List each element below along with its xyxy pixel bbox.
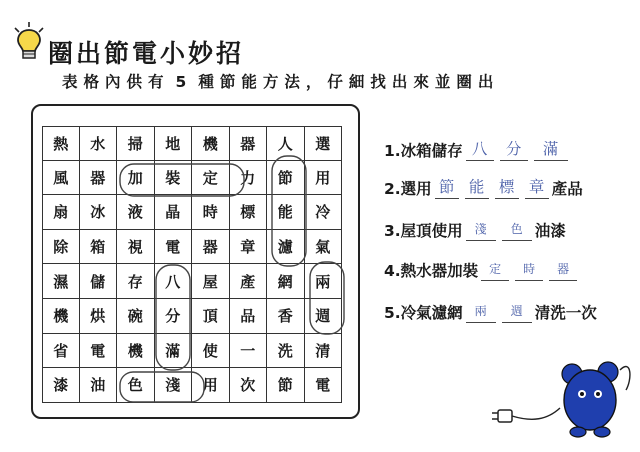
grid-cell: 裝 bbox=[155, 161, 193, 196]
grid-cell: 人 bbox=[267, 126, 305, 161]
instruction-text bbox=[62, 70, 499, 92]
grid-cell: 器 bbox=[80, 161, 118, 196]
lightbulb-icon bbox=[12, 22, 46, 62]
grid-cell: 電 bbox=[155, 230, 193, 265]
grid-cell: 箱 bbox=[80, 230, 118, 265]
grid-cell: 洗 bbox=[267, 334, 305, 369]
grid-cell: 掃 bbox=[117, 126, 155, 161]
answer-2-4: 章 bbox=[525, 176, 549, 199]
grid-cell: 節 bbox=[267, 161, 305, 196]
answer-2-2: 能 bbox=[465, 176, 489, 199]
question-4-prefix: 4.熱水器加裝 bbox=[384, 262, 479, 280]
grid-cell: 用 bbox=[305, 161, 343, 196]
question-2-suffix: 產品 bbox=[551, 180, 583, 198]
page-title: 圈出節電小妙招 bbox=[48, 39, 245, 68]
grid-cell: 液 bbox=[117, 195, 155, 230]
grid-cell: 標 bbox=[230, 195, 268, 230]
grid-cell: 一 bbox=[230, 334, 268, 369]
grid-cell: 冷 bbox=[305, 195, 343, 230]
grid-cell: 器 bbox=[192, 230, 230, 265]
grid-cell: 電 bbox=[80, 334, 118, 369]
answer-1-1: 八 bbox=[466, 138, 494, 161]
grid-cell: 節 bbox=[267, 368, 305, 403]
grid-cell: 存 bbox=[117, 264, 155, 299]
grid-cell: 使 bbox=[192, 334, 230, 369]
plug-icon bbox=[492, 402, 562, 432]
instruction-part-a: 表格內供有 bbox=[62, 73, 170, 91]
grid-cell: 清 bbox=[305, 334, 343, 369]
grid-cell: 頂 bbox=[192, 299, 230, 334]
grid-cell: 章 bbox=[230, 230, 268, 265]
answer-2-3: 標 bbox=[495, 176, 519, 199]
grid-cell: 機 bbox=[117, 334, 155, 369]
question-5 bbox=[384, 300, 597, 323]
grid-cell: 碗 bbox=[117, 299, 155, 334]
grid-cell: 定 bbox=[192, 161, 230, 196]
grid-cell: 濾 bbox=[267, 230, 305, 265]
answer-5-1: 兩 bbox=[466, 300, 496, 323]
grid-cell: 產 bbox=[230, 264, 268, 299]
grid-cell: 除 bbox=[42, 230, 80, 265]
answer-1-2: 分 bbox=[500, 138, 528, 161]
answer-3-2: 色 bbox=[502, 218, 532, 241]
grid-cell: 地 bbox=[155, 126, 193, 161]
question-5-suffix: 清洗一次 bbox=[534, 304, 597, 322]
instruction-number: 5 bbox=[175, 73, 193, 91]
grid-cell: 省 bbox=[42, 334, 80, 369]
grid-cell: 晶 bbox=[155, 195, 193, 230]
instruction-part-b: 種節能方法，仔細找出來並圈出 bbox=[198, 73, 500, 91]
grid-cell: 濕 bbox=[42, 264, 80, 299]
grid-cell: 淺 bbox=[155, 368, 193, 403]
answer-4-1: 定 bbox=[481, 258, 509, 281]
grid-cell: 選 bbox=[305, 126, 343, 161]
grid-cell: 機 bbox=[42, 299, 80, 334]
answer-5-2: 週 bbox=[502, 300, 532, 323]
question-2-prefix: 2.選用 bbox=[384, 180, 432, 198]
grid-cell: 扇 bbox=[42, 195, 80, 230]
grid-cell: 色 bbox=[117, 368, 155, 403]
question-4 bbox=[384, 258, 580, 281]
grid-cell: 八 bbox=[155, 264, 193, 299]
question-2 bbox=[384, 176, 583, 199]
grid-cell: 器 bbox=[230, 126, 268, 161]
grid-cell: 用 bbox=[192, 368, 230, 403]
grid-cell: 機 bbox=[192, 126, 230, 161]
grid-cell: 香 bbox=[267, 299, 305, 334]
question-3-suffix: 油漆 bbox=[534, 222, 566, 240]
answer-3-1: 淺 bbox=[466, 218, 496, 241]
grid-cell: 儲 bbox=[80, 264, 118, 299]
question-5-prefix: 5.冷氣濾網 bbox=[384, 304, 463, 322]
grid-cell: 熱 bbox=[42, 126, 80, 161]
grid-cell: 視 bbox=[117, 230, 155, 265]
question-1-prefix: 1.冰箱儲存 bbox=[384, 142, 463, 160]
grid-cell: 分 bbox=[155, 299, 193, 334]
grid-cell: 力 bbox=[230, 161, 268, 196]
grid-cell: 週 bbox=[305, 299, 343, 334]
grid-cell: 兩 bbox=[305, 264, 343, 299]
answer-2-1: 節 bbox=[435, 176, 459, 199]
grid-cell: 次 bbox=[230, 368, 268, 403]
answer-1-3: 滿 bbox=[534, 138, 568, 161]
grid-cell: 屋 bbox=[192, 264, 230, 299]
grid-cell: 水 bbox=[80, 126, 118, 161]
word-grid bbox=[42, 126, 342, 403]
grid-cell: 風 bbox=[42, 161, 80, 196]
grid-cell: 能 bbox=[267, 195, 305, 230]
question-1 bbox=[384, 138, 571, 161]
grid-cell: 漆 bbox=[42, 368, 80, 403]
grid-cell: 加 bbox=[117, 161, 155, 196]
grid-cell: 網 bbox=[267, 264, 305, 299]
answer-4-3: 器 bbox=[549, 258, 577, 281]
grid-cell: 烘 bbox=[80, 299, 118, 334]
grid-cell: 冰 bbox=[80, 195, 118, 230]
question-3-prefix: 3.屋頂使用 bbox=[384, 222, 463, 240]
grid-cell: 油 bbox=[80, 368, 118, 403]
mascot-icon bbox=[560, 350, 636, 442]
question-3 bbox=[384, 218, 566, 241]
grid-cell: 滿 bbox=[155, 334, 193, 369]
grid-cell: 電 bbox=[305, 368, 343, 403]
answer-4-2: 時 bbox=[515, 258, 543, 281]
grid-cell: 品 bbox=[230, 299, 268, 334]
grid-cell: 氣 bbox=[305, 230, 343, 265]
grid-cell: 時 bbox=[192, 195, 230, 230]
